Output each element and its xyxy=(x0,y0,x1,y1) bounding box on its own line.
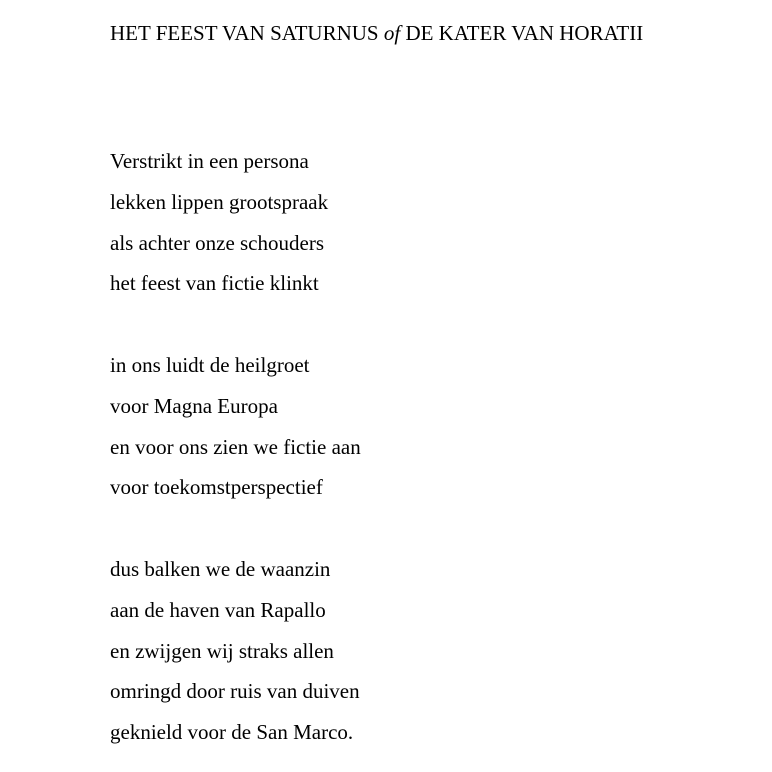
poem-line: geknield voor de San Marco. xyxy=(110,720,354,745)
poem-line: en zwijgen wij straks allen xyxy=(110,638,334,663)
title-part-2: DE KATER VAN HORATII xyxy=(405,21,644,45)
title-connector: of xyxy=(383,21,401,45)
poem-line: voor Magna Europa xyxy=(110,393,278,418)
stanza-1 xyxy=(110,141,361,304)
poem-line: omringd door ruis van duiven xyxy=(110,679,360,704)
poem-line: lekken lippen grootspraak xyxy=(110,189,329,214)
poem-line: dus balken we de waanzin xyxy=(110,556,331,581)
poem-line: als achter onze schouders xyxy=(110,230,324,255)
poem-line: in ons luidt de heilgroet xyxy=(110,352,310,377)
stanza-3 xyxy=(110,549,361,753)
poem-line: het feest van fictie klinkt xyxy=(110,271,319,296)
poem-line: Verstrikt in een persona xyxy=(110,149,309,173)
title-part-1: HET FEEST VAN SATURNUS xyxy=(110,21,379,45)
poem-line: en voor ons zien we fictie aan xyxy=(110,434,361,459)
poem-line: voor toekomstperspectief xyxy=(110,475,323,500)
poem-title xyxy=(110,19,643,47)
stanza-2 xyxy=(110,345,361,508)
poem-line: aan de haven van Rapallo xyxy=(110,597,326,622)
poem-body xyxy=(110,141,361,753)
